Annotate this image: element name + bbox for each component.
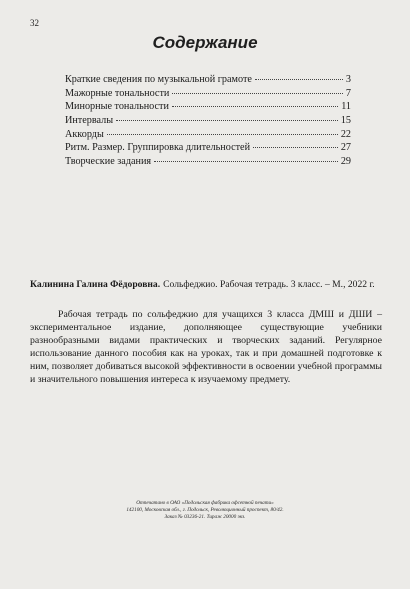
toc-entry-page: 22 [340,128,351,140]
toc-leader-dots [116,120,338,121]
toc-entry-page: 7 [345,87,351,99]
bibliographic-record [30,279,382,290]
bib-description: Сольфеджио. Рабочая тетрадь. 3 класс. – М., 2022 г. [163,279,375,290]
table-of-contents [65,73,351,169]
toc-entry [65,73,351,87]
toc-entry [65,114,351,128]
toc-entry-page: 27 [340,142,351,154]
toc-entry [65,87,351,101]
toc-entry-page: 11 [341,101,351,113]
toc-entry-label: Краткие сведения по музыкальной грамоте [65,74,252,85]
toc-entry [65,141,351,155]
toc-entry [65,155,351,169]
toc-entry-label: Аккорды [65,128,104,140]
toc-entry-label: Интервалы [65,115,114,127]
bib-author: Калинина Галина Фёдоровна. [30,279,161,290]
toc-leader-dots [107,134,338,135]
toc-entry-page: 15 [340,115,351,127]
toc-leader-dots [154,161,338,162]
toc-entry-label: Мажорные тональности [65,87,170,99]
toc-entry [65,128,351,142]
page-number: 32 [30,18,39,28]
toc-entry [65,100,351,114]
toc-entry-label: Ритм. Размер. Группировка длительностей [65,142,251,154]
imprint-line-1: Отпечатано в ОАО «Подольская фабрика офсетной печати» [136,500,274,506]
page-title: Содержание [152,33,258,52]
imprint-line-3: Заказ № 03236-21. Тираж 20000 экз. [164,514,246,520]
toc-entry-label: Минорные тональности [65,101,169,113]
toc-leader-dots [253,147,338,148]
toc-leader-dots [255,79,343,80]
toc-leader-dots [172,93,343,94]
toc-entry-label: Творческие задания [65,156,152,168]
toc-entry-page: 29 [340,156,351,168]
printing-imprint [0,500,410,521]
toc-entry-page: 3 [345,74,351,85]
toc-leader-dots [172,106,338,107]
annotation-paragraph: Рабочая тетрадь по сольфеджио для учащихся 3 класса ДМШ и ДШИ – экспериментальное издание, дополняющее существующие учебники разнообразными видами практических и творческих заданий. Регулярное использование данного пособия как на уроках, так и при домашней подготовке к ним, позволяет добиваться высокой эффективности в освоении учебной программы и значительного повышения интереса к изучаемому предмету. [30,309,382,385]
imprint-line-2: 142100, Московская обл., г. Подольск, Революционный проспект, 80/42. [126,507,284,513]
